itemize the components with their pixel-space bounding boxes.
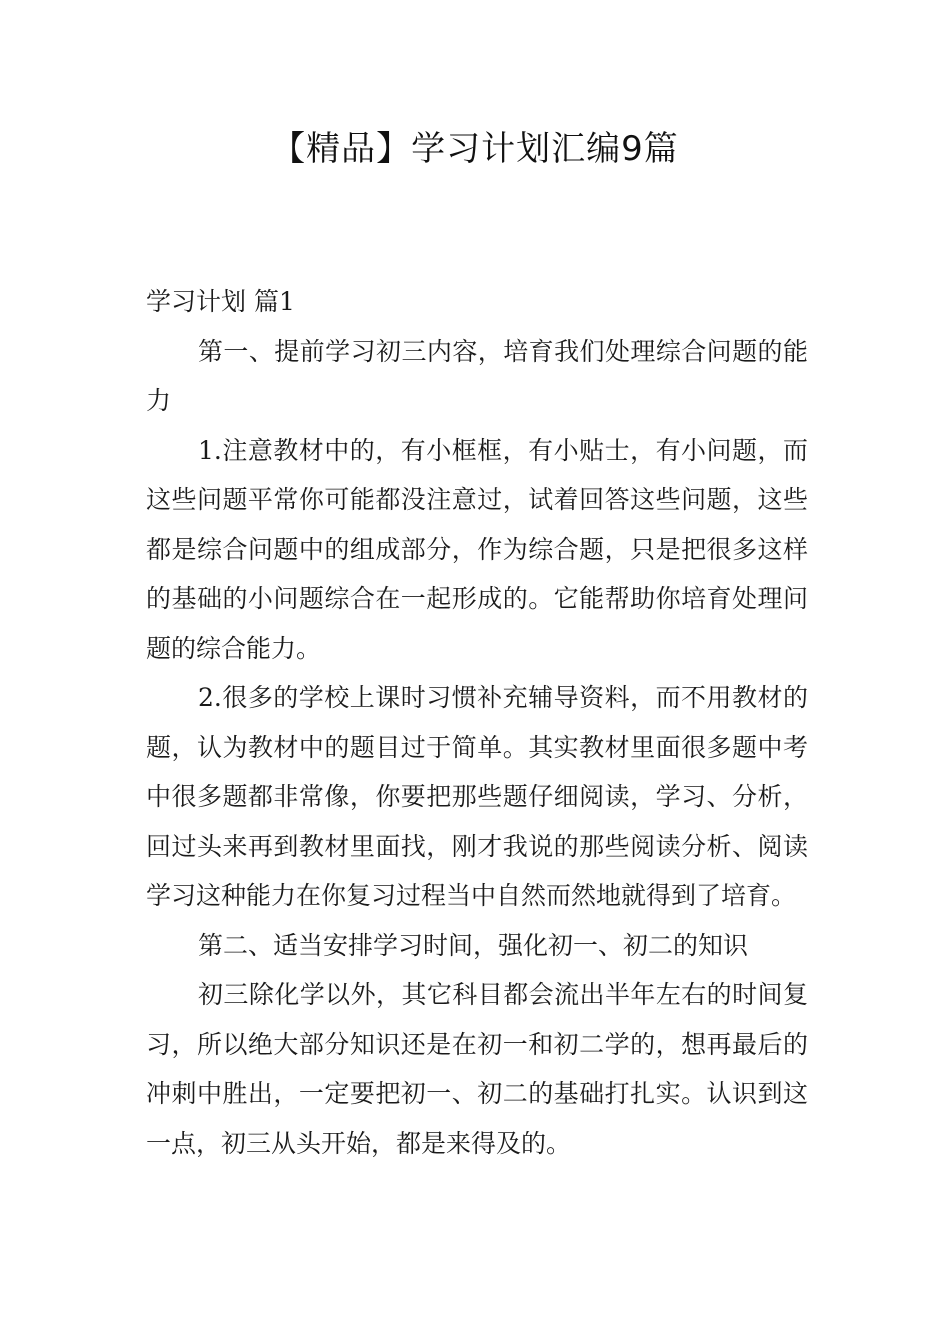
paragraph-5: 初三除化学以外，其它科目都会流出半年左右的时间复习，所以绝大部分知识还是在初一和初二学的，想再最后的冲刺中胜出，一定要把初一、初二的基础打扎实。认识到这一点，初三从头开始，都是来得及的。 (146, 980, 808, 1158)
paragraph-1: 第一、提前学习初三内容，培育我们处理综合问题的能力 (146, 336, 808, 415)
paragraph-2: 1.注意教材中的，有小框框，有小贴士，有小问题，而这些问题平常你可能都没注意过，试着回答这些问题，这些都是综合问题中的组成部分，作为综合题，只是把很多这样的基础的小问题综合在一起形成的。它能帮助你培育处理问题的综合能力。 (146, 435, 808, 663)
document-body (146, 277, 808, 1168)
paragraph-4: 第二、适当安排学习时间，强化初一、初二的知识 (198, 930, 749, 960)
paragraph-3: 2.很多的学校上课时习惯补充辅导资料，而不用教材的题，认为教材中的题目过于简单。其实教材里面很多题中考中很多题都非常像，你要把那些题仔细阅读，学习、分析，回过头来再到教材里面找，刚才我说的那些阅读分析、阅读学习这种能力在你复习过程当中自然而然地就得到了培育。 (146, 683, 808, 910)
section-heading: 学习计划 篇1 (146, 287, 295, 316)
document-title: 【精品】学习计划汇编9篇 (271, 129, 679, 169)
